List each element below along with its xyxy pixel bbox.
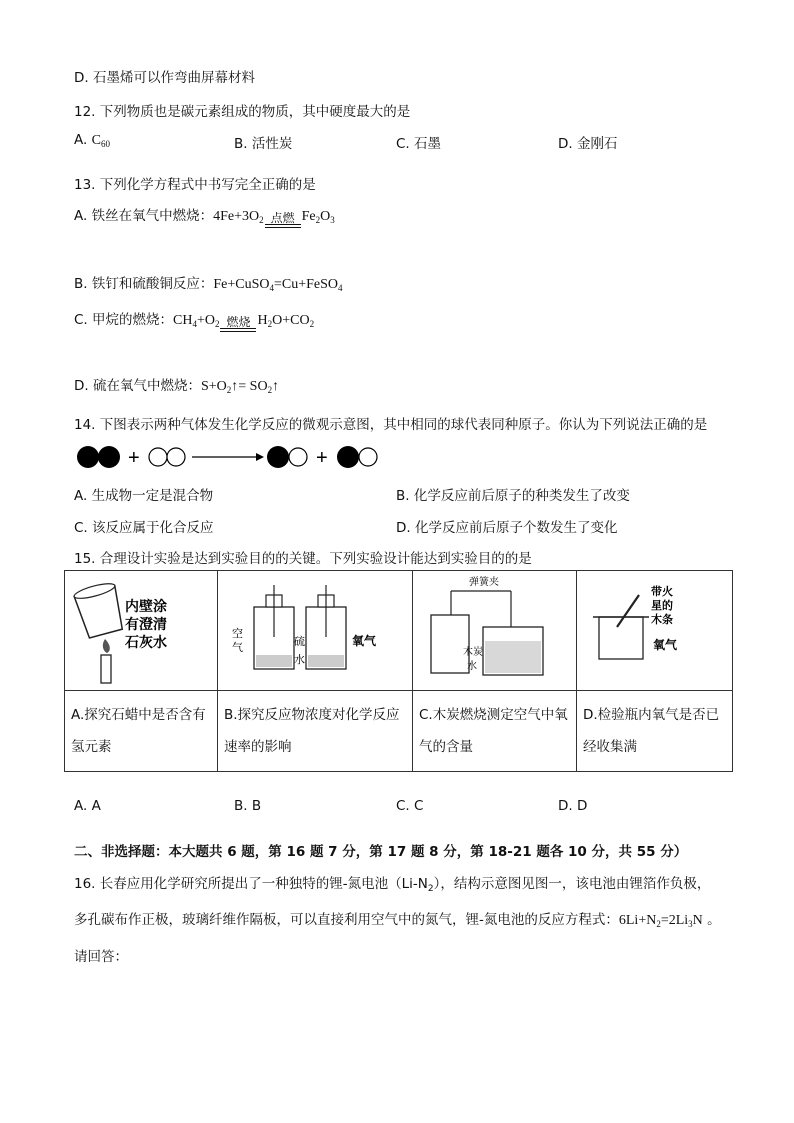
q13-option-c-text: C. 甲烷的燃烧： — [74, 312, 174, 328]
q15-stem: 15. 合理设计实验是达到实验目的的关键。下列实验设计能达到实验目的的是 — [74, 551, 532, 567]
q16-line-3: 请回答： — [74, 949, 128, 965]
q15-cell-c-caption: C.木炭燃烧测定空气中氧气的含量 — [413, 691, 577, 772]
cell-d-label-oxygen: 氧气 — [653, 638, 678, 652]
q15-cell-b-image — [218, 571, 413, 691]
q12-option-d: D. 金刚石 — [558, 136, 618, 152]
cell-a-label-line1: 内壁涂 — [125, 599, 167, 615]
q12-option-a-label: A. — [74, 132, 88, 148]
q13-option-d-text: D. 硫在氧气中燃烧： — [74, 378, 201, 394]
q15-cell-a-caption: A.探究石蜡中是否含有氢元素 — [65, 691, 218, 772]
q14-stem: 14. 下图表示两种气体发生化学反应的微观示意图，其中相同的球代表同种原子。你认为下列说法正确的是 — [74, 417, 708, 433]
charcoal-oxygen-measurement-illustration — [413, 571, 576, 686]
water-layer-left — [256, 655, 292, 667]
q13-option-c-condition: 燃烧 — [226, 315, 251, 329]
product-1-atom-2 — [289, 448, 307, 466]
cell-b-label-air-2: 气 — [232, 641, 243, 654]
q12-stem: 12. 下列物质也是碳元素组成的物质，其中硬度最大的是 — [74, 104, 411, 120]
q14-option-c: C. 该反应属于化合反应 — [74, 520, 214, 536]
cell-b-label-oxygen: 氧气 — [352, 634, 377, 648]
q13-option-d-equation: $S+O_2↑=$ $SO_2↑$ — [200, 379, 280, 395]
cell-a-label-line2: 有澄清 — [125, 617, 167, 633]
q12-option-a — [74, 132, 110, 149]
cell-b-label-sulfur: 硫 — [294, 635, 305, 648]
q15-cell-c-image — [413, 571, 577, 691]
q15-experiment-table — [64, 570, 733, 772]
molecule-b-atom-2 — [167, 448, 185, 466]
q13-option-d — [74, 374, 279, 395]
q13-option-b — [74, 272, 343, 293]
q12-option-b: B. 活性炭 — [234, 136, 293, 152]
q16-line-1-end: ），结构示意图见图一，该电池由锂箔作负极， — [433, 876, 711, 892]
molecule-b-atom-1 — [149, 448, 167, 466]
section-2-heading: 二、非选择题：本大题共 6 题，第 16 题 7 分，第 17 题 8 分，第 18-21 题各 10 分，共 55 分） — [74, 844, 688, 860]
cell-c-label-charcoal: 木炭 — [463, 647, 483, 658]
q13-option-a — [74, 204, 335, 228]
cell-b-label-air-1: 空 — [232, 627, 243, 640]
q13-option-b-equation: Fe+CuSO$_4$=Cu+FeSO$_4$ — [213, 277, 343, 293]
q16-line-1: 16. 长春应用化学研究所提出了一种独特的锂-氮电池$(Li-N_2)$，结构示意图见图一，该电池由锂箔作负极， — [74, 876, 711, 894]
q16-reaction-equation: $6Li+N_2=2Li_3N$ — [618, 913, 703, 929]
cell-a-label-line3: 石灰水 — [125, 635, 167, 651]
q11-option-d: D. 石墨烯可以作弯曲屏幕材料 — [74, 70, 255, 86]
product-2-atom-1 — [337, 446, 359, 468]
reaction-arrow-head — [256, 453, 264, 461]
molecule-a-atom-1 — [77, 446, 99, 468]
q15-cell-a-image — [65, 571, 218, 691]
q14-reaction-diagram — [70, 440, 390, 474]
q13-stem: 13. 下列化学方程式中书写完全正确的是 — [74, 177, 316, 193]
product-1-atom-1 — [267, 446, 289, 468]
q15-option-a: A. A — [74, 798, 101, 814]
plus-sign-1: + — [128, 447, 140, 469]
collection-bottle — [599, 617, 643, 659]
q13-option-a-condition: 点燃 — [270, 211, 295, 225]
gas-bottle — [431, 615, 469, 673]
q14-option-d: D. 化学反应前后原子个数发生了变化 — [396, 520, 618, 536]
cell-d-label-line2: 星的 — [651, 599, 673, 612]
q13-option-a-equation: $4Fe+3O_2$ 点燃 $Fe_2O_3$ — [213, 209, 335, 224]
q12-option-c: C. 石墨 — [396, 136, 442, 152]
q15-option-d: D. D — [558, 798, 588, 814]
q13-option-b-text: B. 铁钉和硫酸铜反应： — [74, 276, 214, 292]
q16-line-1-text: 16. 长春应用化学研究所提出了一种独特的锂-氮电池（Li-N — [74, 876, 428, 892]
q15-cell-b-caption: B.探究反应物浓度对化学反应速率的影响 — [218, 691, 413, 772]
plus-sign-2: + — [316, 447, 328, 469]
q16-line-2: 多孔碳布作正极，玻璃纤维作隔板，可以直接利用空气中的氮气，锂-氮电池的反应方程式：$6Li+N_2=2Li_3N$ 。 — [74, 912, 721, 929]
cell-c-label-water: 水 — [467, 661, 477, 672]
q12-option-a-formula: $C_{60}$ — [91, 133, 110, 149]
candle-flame — [103, 639, 110, 653]
q15-cell-d-caption: D.检验瓶内氧气是否已经收集满 — [577, 691, 733, 772]
q15-cell-d-image — [577, 571, 733, 691]
cell-d-label-line3: 木条 — [651, 613, 673, 626]
q13-option-a-text: A. 铁丝在氧气中燃烧： — [74, 208, 214, 224]
q13-option-c-equation: $CH_4+O_2$ 燃烧 $H_2O+CO_2$ — [173, 313, 314, 328]
glowing-splint-illustration — [577, 571, 732, 686]
q16-line-2-text: 多孔碳布作正极，玻璃纤维作隔板，可以直接利用空气中的氮气，锂-氮电池的反应方程式： — [74, 912, 619, 928]
q15-option-c: C. C — [396, 798, 424, 814]
cell-c-label-clamp: 弹簧夹 — [469, 577, 499, 588]
q14-option-a: A. 生成物一定是混合物 — [74, 488, 214, 504]
molecule-a-atom-2 — [98, 446, 120, 468]
q15-option-b: B. B — [234, 798, 262, 814]
beaker-over-candle-illustration — [65, 571, 217, 686]
candle — [101, 655, 111, 683]
product-2-atom-2 — [359, 448, 377, 466]
beaker-water — [485, 641, 541, 673]
q13-option-c — [74, 308, 314, 332]
q14-option-b: B. 化学反应前后原子的种类发生了改变 — [396, 488, 630, 504]
cell-b-label-water: 水 — [294, 653, 305, 666]
water-layer-right — [308, 655, 344, 667]
two-bottles-sulfur-illustration — [218, 571, 412, 686]
cell-d-label-line1: 带火 — [651, 585, 673, 598]
